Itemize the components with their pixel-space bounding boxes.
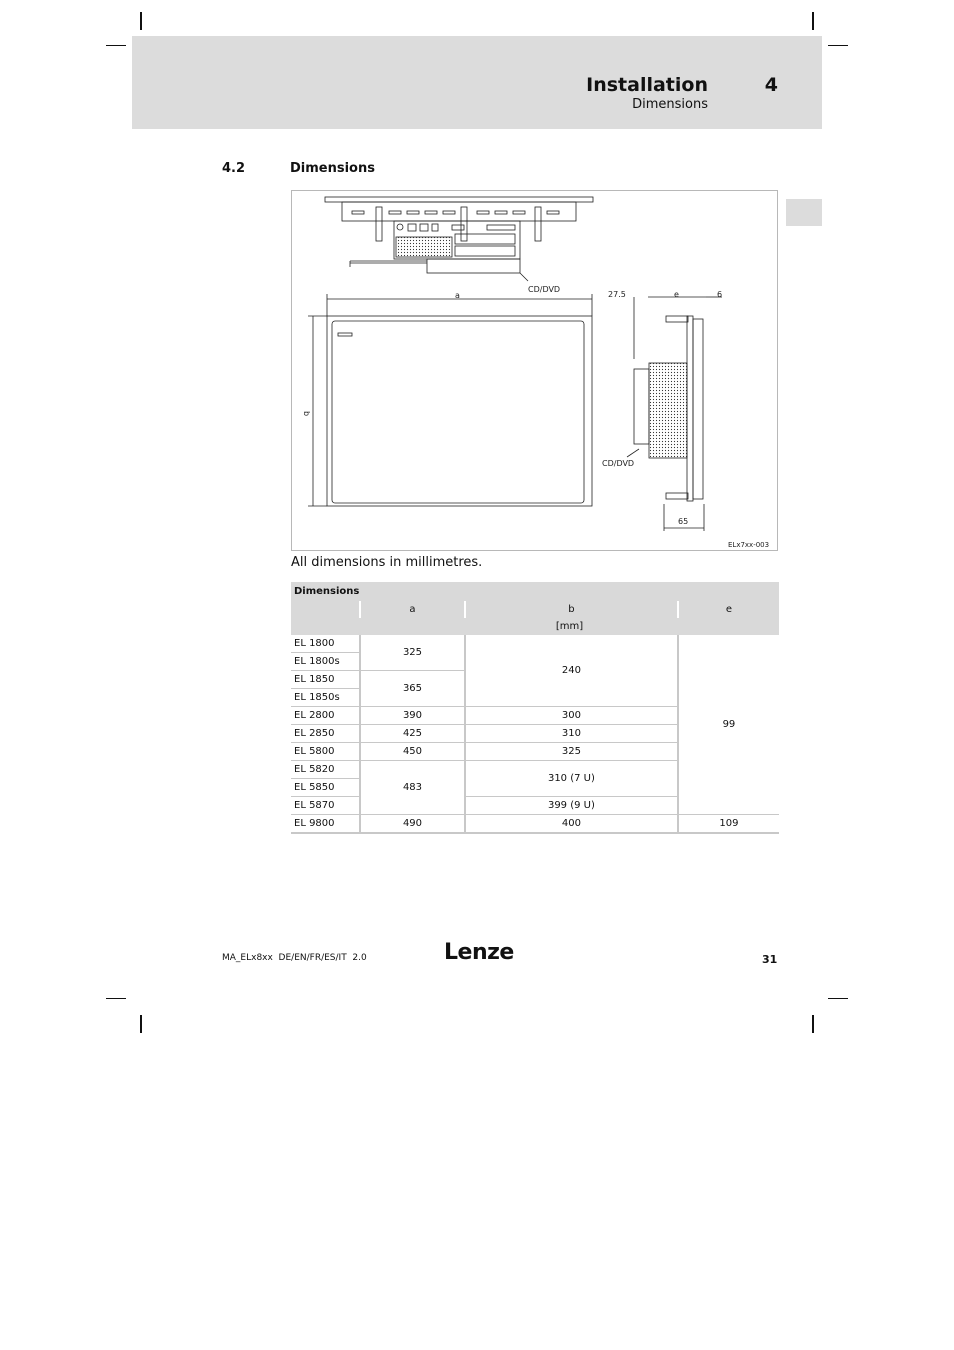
row-name: EL 2800 (291, 707, 360, 725)
cell-a: 425 (360, 725, 465, 743)
chapter-side-tab (786, 199, 822, 226)
cell-a: 483 (360, 761, 465, 815)
cell-b: 240 (465, 635, 678, 707)
mount-bolt (461, 207, 467, 241)
front-view-led (338, 333, 352, 336)
table-header-row (291, 601, 779, 618)
crop-mark (140, 12, 142, 30)
cell-b: 399 (9 U) (465, 797, 678, 815)
page-number: 31 (762, 953, 778, 966)
row-name: EL 1850 (291, 671, 360, 689)
cd-dvd-drive (427, 259, 520, 273)
table-row (291, 635, 779, 653)
side-view-drive (634, 369, 649, 444)
label-65: 65 (678, 517, 689, 526)
page-header (132, 36, 822, 129)
crop-mark (106, 45, 126, 46)
dimension-drawing (291, 190, 778, 551)
table-unit-row (291, 618, 779, 635)
figure-caption: All dimensions in millimetres. (291, 555, 483, 570)
cell-b: 300 (465, 707, 678, 725)
label-27-5: 27.5 (608, 290, 626, 299)
cell-a: 450 (360, 743, 465, 761)
table-title: Dimensions (291, 582, 779, 601)
row-name: EL 9800 (291, 815, 360, 834)
side-view-housing (649, 363, 687, 458)
document-id: MA_ELx8xx DE/EN/FR/ES/IT 2.0 (222, 953, 367, 963)
row-name: EL 5820 (291, 761, 360, 779)
row-name: EL 1850s (291, 689, 360, 707)
label-cd-dvd-side: CD/DVD (602, 459, 635, 468)
mount-bolt (535, 207, 541, 241)
cell-a: 490 (360, 815, 465, 834)
label-b: b (302, 411, 311, 417)
cell-a: 365 (360, 671, 465, 707)
side-view-bezel (693, 319, 703, 499)
cell-b: 310 (465, 725, 678, 743)
section-title: Dimensions (290, 161, 375, 176)
top-view-slots (352, 211, 559, 214)
crop-mark (828, 998, 848, 999)
lenze-logo: Lenze (444, 940, 514, 965)
label-6: 6 (717, 290, 723, 299)
cell-b: 400 (465, 815, 678, 834)
header-empty (291, 601, 360, 635)
table-title-row (291, 582, 779, 601)
cell-e: 109 (678, 815, 779, 834)
label-a: a (455, 291, 460, 300)
cell-a: 390 (360, 707, 465, 725)
row-name: EL 5800 (291, 743, 360, 761)
row-name: EL 1800 (291, 635, 360, 653)
cell-a: 325 (360, 635, 465, 671)
header-e: e (678, 601, 779, 618)
chapter-subtitle: Dimensions (632, 97, 708, 112)
header-unit: [mm] (360, 618, 779, 635)
crop-mark (828, 45, 848, 46)
table-row (291, 815, 779, 834)
row-name: EL 2850 (291, 725, 360, 743)
cell-b: 325 (465, 743, 678, 761)
row-name: EL 1800s (291, 653, 360, 671)
mount-bolt (376, 207, 382, 241)
front-view-frame (327, 316, 592, 506)
crop-mark (812, 12, 814, 30)
label-cd-dvd-top: CD/DVD (528, 285, 561, 294)
side-view-panel (687, 316, 693, 501)
front-view-screen (332, 321, 584, 503)
vent-grille (396, 237, 452, 257)
cell-b: 310 (7 U) (465, 761, 678, 797)
cell-e: 99 (678, 635, 779, 815)
figure-id: ELx7xx-003 (728, 541, 770, 549)
drawing-svg (292, 191, 779, 552)
chapter-title: Installation (586, 74, 708, 96)
row-name: EL 5870 (291, 797, 360, 815)
header-a: a (360, 601, 465, 618)
chapter-number: 4 (764, 74, 778, 96)
row-name: EL 5850 (291, 779, 360, 797)
top-view-frame (325, 197, 593, 202)
section-number: 4.2 (222, 161, 246, 176)
crop-mark (812, 1015, 814, 1033)
crop-mark (106, 998, 126, 999)
header-b: b (465, 601, 678, 618)
crop-mark (140, 1015, 142, 1033)
label-e: e (674, 290, 679, 299)
dimensions-table (291, 582, 779, 834)
